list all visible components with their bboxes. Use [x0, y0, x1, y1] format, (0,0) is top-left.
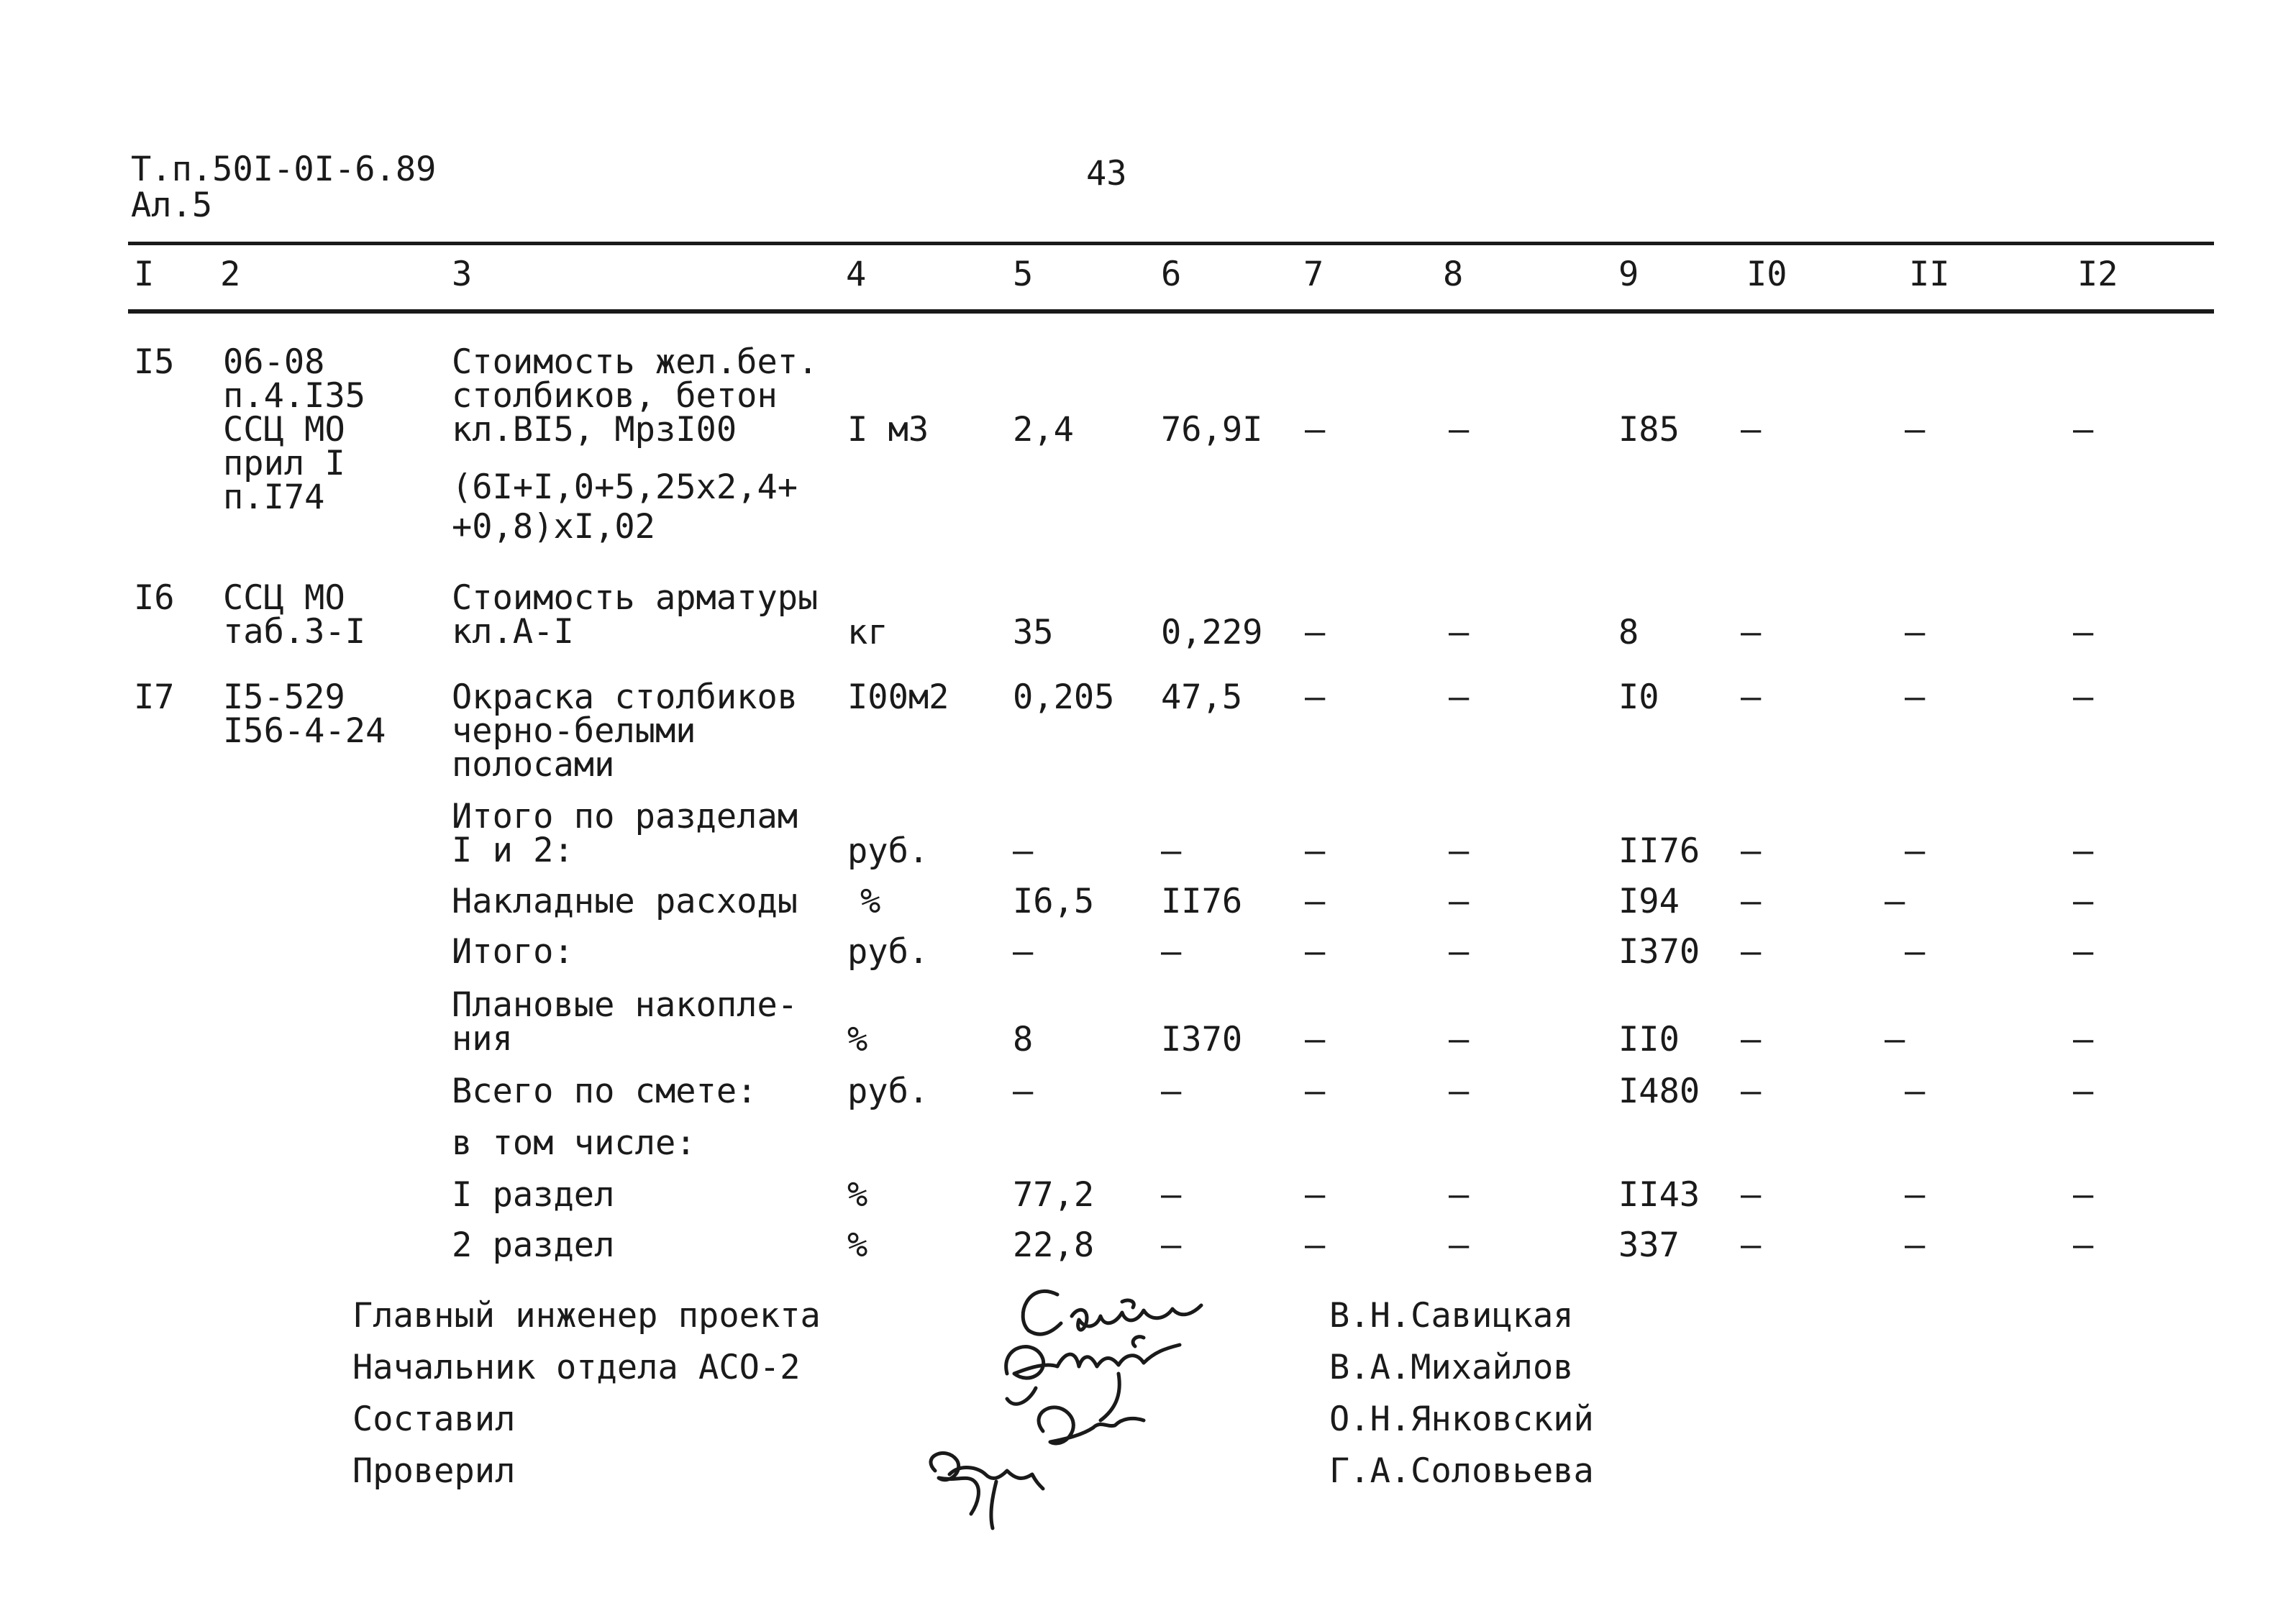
- cell-col10: –: [1741, 613, 1762, 652]
- cell-col12: –: [2073, 613, 2094, 652]
- totals-label: Накладные расходы: [452, 882, 798, 921]
- column-header: 5: [1013, 255, 1034, 294]
- cell-col10: –: [1741, 677, 1762, 717]
- column-header: 8: [1443, 255, 1464, 294]
- cell-col12: –: [2073, 1225, 2094, 1265]
- work-name: Стоимость жел.бет. столбиков, бетон кл.BI5, МрзI00: [452, 342, 819, 449]
- signatory-role: Главный инженер проекта: [352, 1296, 821, 1336]
- document-reference: Т.п.50I-0I-6.89: [131, 150, 437, 189]
- totals-label: I раздел: [452, 1175, 615, 1215]
- unit: руб.: [847, 1072, 929, 1111]
- cell-col6: –: [1161, 1225, 1182, 1265]
- cell-col5: –: [1013, 831, 1034, 871]
- cell-col12: –: [2073, 1175, 2094, 1215]
- cell-col7: –: [1305, 1020, 1326, 1059]
- rate-code: ССЦ МО таб.3-I: [223, 578, 366, 652]
- cell-col11: –: [1905, 1072, 1926, 1111]
- signatory-name: Г.А.Соловьева: [1329, 1451, 1594, 1491]
- column-header: 7: [1303, 255, 1324, 294]
- column-header: 2: [220, 255, 241, 294]
- cell-col7: –: [1305, 932, 1326, 972]
- signatory-name: О.Н.Янковский: [1329, 1400, 1594, 1439]
- cell-col8: –: [1449, 1175, 1470, 1215]
- signatory-role: Начальник отдела АСО-2: [352, 1348, 801, 1387]
- totals-label: Всего по смете:: [452, 1072, 757, 1111]
- cell-col11: –: [1905, 410, 1926, 449]
- quantity: 0,205: [1013, 677, 1115, 717]
- cell-col8: –: [1449, 1225, 1470, 1265]
- column-header: I2: [2077, 255, 2118, 294]
- cell-col10: –: [1741, 882, 1762, 921]
- cell-col10: –: [1741, 1225, 1762, 1265]
- cell-col8: –: [1449, 1072, 1470, 1111]
- cell-col8: –: [1449, 831, 1470, 871]
- cell-col10: –: [1741, 1072, 1762, 1111]
- total-cost: II43: [1618, 1175, 1700, 1215]
- cell-col7: –: [1305, 1175, 1326, 1215]
- total-cost: I480: [1618, 1072, 1700, 1111]
- cell-col11: –: [1905, 613, 1926, 652]
- totals-label: Итого по разделам I и 2:: [452, 797, 798, 870]
- cell-col6: –: [1161, 1072, 1182, 1111]
- cell-col10: –: [1741, 1175, 1762, 1215]
- unit: %: [847, 1175, 868, 1215]
- cell-col7: –: [1305, 677, 1326, 717]
- cell-col11: –: [1905, 677, 1926, 717]
- quantity: 35: [1013, 613, 1054, 652]
- cell-col7: –: [1305, 831, 1326, 871]
- column-header: 9: [1618, 255, 1639, 294]
- cell-col7: –: [1305, 410, 1326, 449]
- signatory-role: Проверил: [352, 1451, 516, 1491]
- column-header: 3: [452, 255, 473, 294]
- cell-col5: –: [1013, 1072, 1034, 1111]
- cell-col5: I6,5: [1013, 882, 1095, 921]
- table-top-rule: [128, 242, 2214, 245]
- cell-col6: I370: [1161, 1020, 1243, 1059]
- cell-col11: –: [1905, 1225, 1926, 1265]
- table-header-rule: [128, 309, 2214, 314]
- unit: %: [847, 1020, 868, 1059]
- unit: руб.: [847, 831, 929, 871]
- totals-label: Плановые накопле- ния: [452, 985, 798, 1059]
- total-cost: I0: [1618, 677, 1659, 717]
- row-number: I7: [134, 677, 175, 717]
- cell-col8: –: [1449, 1020, 1470, 1059]
- cell-col12: –: [2073, 1020, 2094, 1059]
- cell-col10: –: [1741, 1020, 1762, 1059]
- unit: кг: [847, 613, 888, 652]
- cell-col8: –: [1449, 410, 1470, 449]
- cell-col5: 8: [1013, 1020, 1034, 1059]
- rate-code: I5-529 I56-4-24: [223, 677, 386, 751]
- unit-price: 76,9I: [1161, 410, 1263, 449]
- cell-col6: –: [1161, 831, 1182, 871]
- total-cost: I85: [1618, 410, 1680, 449]
- cell-col10: –: [1741, 410, 1762, 449]
- quantity: 2,4: [1013, 410, 1074, 449]
- cell-col12: –: [2073, 677, 2094, 717]
- cell-col5: 77,2: [1013, 1175, 1095, 1215]
- calculation-formula: (6I+I,0+5,25x2,4+ +0,8)xI,02: [452, 467, 798, 547]
- column-header: I: [134, 255, 155, 294]
- total-cost: I370: [1618, 932, 1700, 972]
- unit: I м3: [847, 410, 929, 449]
- row-number: I6: [134, 578, 175, 618]
- total-cost: II76: [1618, 831, 1700, 871]
- cell-col8: –: [1449, 677, 1470, 717]
- cell-col11: –: [1885, 1020, 1905, 1059]
- unit-price: 47,5: [1161, 677, 1243, 717]
- cell-col5: 22,8: [1013, 1225, 1095, 1265]
- total-cost: I94: [1618, 882, 1680, 921]
- totals-label: Итого:: [452, 932, 574, 972]
- column-header: 4: [846, 255, 867, 294]
- unit: I00м2: [847, 677, 949, 717]
- cell-col5: –: [1013, 932, 1034, 972]
- cell-col7: –: [1305, 882, 1326, 921]
- signatory-role: Составил: [352, 1400, 516, 1439]
- work-name: Окраска столбиков черно-белыми полосами: [452, 677, 798, 785]
- column-header: 6: [1161, 255, 1182, 294]
- cell-col6: –: [1161, 1175, 1182, 1215]
- column-header: II: [1909, 255, 1950, 294]
- cell-col12: –: [2073, 410, 2094, 449]
- cell-col6: –: [1161, 932, 1182, 972]
- total-cost: 8: [1618, 613, 1639, 652]
- cell-col10: –: [1741, 932, 1762, 972]
- signatory-name: В.Н.Савицкая: [1329, 1296, 1574, 1336]
- cell-col11: –: [1905, 932, 1926, 972]
- including-label: в том числе:: [452, 1123, 696, 1163]
- work-name: Стоимость арматуры кл.А-I: [452, 578, 819, 652]
- total-cost: 337: [1618, 1225, 1680, 1265]
- unit: %: [860, 882, 881, 921]
- cell-col12: –: [2073, 831, 2094, 871]
- cell-col8: –: [1449, 613, 1470, 652]
- cell-col8: –: [1449, 932, 1470, 972]
- row-number: I5: [134, 342, 175, 382]
- cell-col10: –: [1741, 831, 1762, 871]
- handwritten-signatures: [906, 1266, 1309, 1553]
- cell-col12: –: [2073, 882, 2094, 921]
- cell-col7: –: [1305, 1225, 1326, 1265]
- unit: руб.: [847, 932, 929, 972]
- column-header: I0: [1746, 255, 1787, 294]
- cell-col7: –: [1305, 1072, 1326, 1111]
- page-number: 43: [1086, 154, 1127, 193]
- rate-code: 06-08 п.4.I35 ССЦ МО прил I п.I74: [223, 342, 366, 517]
- cell-col7: –: [1305, 613, 1326, 652]
- cell-col12: –: [2073, 932, 2094, 972]
- cell-col11: –: [1905, 1175, 1926, 1215]
- cell-col8: –: [1449, 882, 1470, 921]
- unit-price: 0,229: [1161, 613, 1263, 652]
- cell-col11: –: [1885, 882, 1905, 921]
- cell-col12: –: [2073, 1072, 2094, 1111]
- signatory-name: В.А.Михайлов: [1329, 1348, 1574, 1387]
- total-cost: II0: [1618, 1020, 1680, 1059]
- album-label: Ал.5: [131, 186, 213, 225]
- unit: %: [847, 1225, 868, 1265]
- cell-col6: II76: [1161, 882, 1243, 921]
- cell-col11: –: [1905, 831, 1926, 871]
- totals-label: 2 раздел: [452, 1225, 615, 1265]
